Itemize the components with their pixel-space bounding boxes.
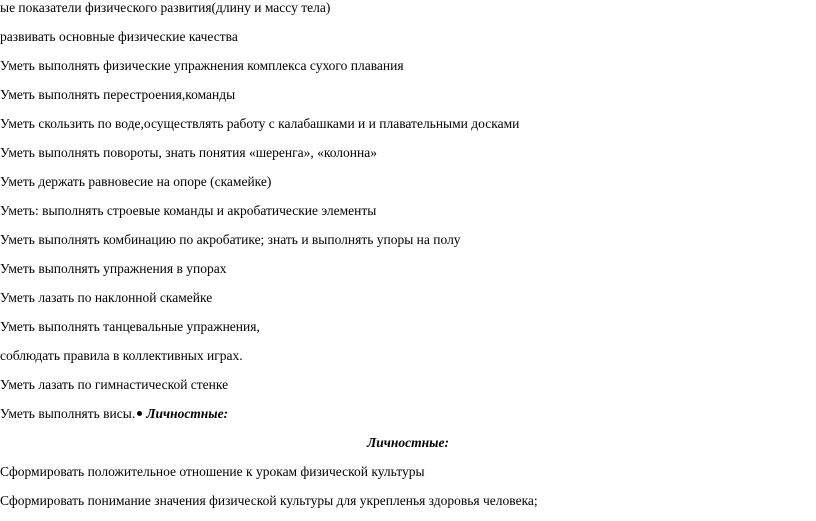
text-line: Сформировать понимание значения физической культуры для укрепленья здоровья человека; <box>0 493 538 508</box>
text-line: Уметь лазать по гимнастической стенке <box>0 377 229 392</box>
text-line: Уметь скользить по воде,осуществлять работу с калабашками и и плавательными досками <box>0 116 520 131</box>
inline-heading: Личностные: <box>146 406 229 421</box>
text-line: Уметь держать равновесие на опоре (скамейке) <box>0 174 272 189</box>
section-heading: Личностные: <box>367 435 449 450</box>
text-line: Уметь выполнять перестроения,команды <box>0 87 236 102</box>
text-line: Уметь выполнять танцевальные упражнения, <box>0 319 260 334</box>
text-line: развивать основные физические качества <box>0 29 238 44</box>
text-line-with-heading <box>0 406 228 422</box>
text-line: Уметь выполнять комбинацию по акробатике; знать и выполнять упоры на полу <box>0 232 461 247</box>
text-line: Уметь лазать по наклонной скамейке <box>0 290 213 305</box>
text-line: ые показатели физического развития(длину и массу тела) <box>0 0 331 15</box>
text-line: Уметь выполнять повороты, знать понятия «шеренга», «колонна» <box>0 145 377 160</box>
last-skill-text: Уметь выполнять висы. <box>0 406 136 421</box>
text-line: Уметь выполнять физические упражнения комплекса сухого плавания <box>0 58 404 73</box>
text-line: соблюдать правила в коллективных играх. <box>0 348 243 363</box>
text-line: Уметь: выполнять строевые команды и акробатические элементы <box>0 203 377 218</box>
bullet-icon <box>137 411 142 416</box>
text-line: Сформировать положительное отношение к урокам физической культуры <box>0 464 425 479</box>
text-line: Уметь выполнять упражнения в упорах <box>0 261 227 276</box>
